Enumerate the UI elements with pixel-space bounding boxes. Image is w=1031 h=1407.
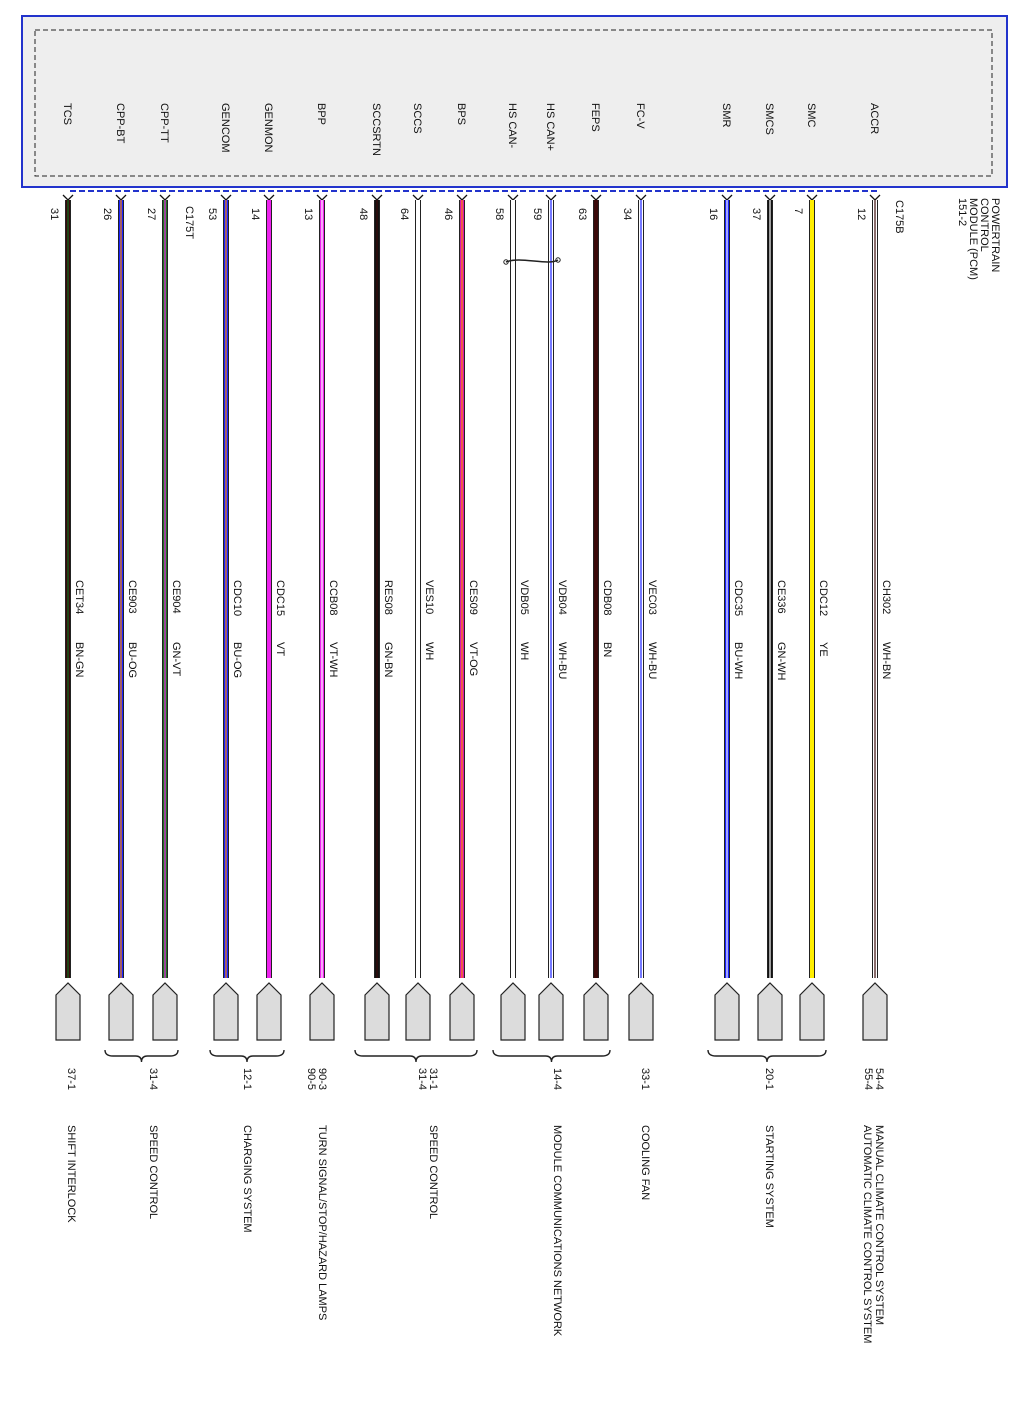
color-code-tcs: BN-GN [73,642,85,678]
wire-base-sccs [416,200,420,978]
system-ref-cooling-fan-7 [639,1068,651,1200]
pin-number-smr: 16 [707,208,719,221]
color-code-accr: WH-BN [880,642,892,680]
wire-base-smc [810,200,814,978]
circuit-label-bpp: CCB08 [327,580,339,616]
system-page-ref: 31-1 [427,1068,439,1091]
wire-stripe-cpp-tt [164,200,165,978]
system-name: SPEED CONTROL [427,1125,439,1220]
component-connector-gencom [214,983,238,1040]
system-name: COOLING FAN [639,1125,651,1201]
component-connector-smcs [758,983,782,1040]
color-code-feps: BN [601,642,613,658]
circuit-label-bps: CES09 [467,580,479,615]
component-connector-tcs [56,983,80,1040]
wire-stripe-bpp [321,200,322,978]
pin-number-tcs: 31 [48,208,60,221]
connector-label-c175b: C175B [893,200,905,234]
signal-label-smcs: SMCS [763,103,775,135]
pin-number-feps: 63 [576,208,588,221]
color-code-genmon: VT [274,642,286,657]
signal-label-feps: FEPS [589,103,601,132]
system-name: MODULE COMMUNICATIONS NETWORK [551,1125,563,1337]
component-connector-fc-v [629,983,653,1040]
system-name: CHARGING SYSTEM [241,1125,253,1233]
signal-label-smr: SMR [720,103,732,128]
system-page-ref: 20-1 [763,1068,775,1091]
system-page-ref: 55-4 [862,1068,874,1091]
wire-stripe-sccsrtn [376,200,377,978]
wire-stripe-smr [726,200,727,978]
wire-stripe-accr [874,200,875,978]
component-connector-hs-can [539,983,563,1040]
color-code-bps: VT-OG [467,642,479,677]
pin-number-hs-can: 59 [531,208,543,221]
color-code-sccs: WH [423,642,435,661]
component-connector-genmon [257,983,281,1040]
pin-number-cpp-tt: 27 [145,208,157,221]
pin-number-cpp-bt: 26 [101,208,113,221]
signal-label-gencom: GENCOM [219,103,231,153]
wire-stripe-smcs [769,200,770,978]
component-connector-accr [863,983,887,1040]
component-connector-sccs [406,983,430,1040]
signal-label-hs-can: HS CAN- [506,103,518,149]
circuit-label-genmon: CDC15 [274,580,286,617]
signal-label-genmon: GENMON [262,103,274,153]
color-code-hs-can: WH [518,642,530,661]
color-code-cpp-tt: GN-VT [170,642,182,677]
system-page-ref: 31-4 [147,1068,159,1091]
signal-label-cpp-tt: CPP-TT [158,103,170,143]
circuit-label-smcs: CE336 [775,580,787,614]
pin-number-sccs: 64 [398,208,410,221]
circuit-label-sccs: VES10 [423,580,435,615]
wire-stripe-fc-v [640,200,641,978]
system-name: SHIFT INTERLOCK [65,1125,77,1223]
pin-number-hs-can: 58 [493,208,505,221]
component-connector-sccsrtn [365,983,389,1040]
color-code-gencom: BU-OG [231,642,243,679]
system-page-ref: 37-1 [65,1068,77,1091]
system-page-ref: 33-1 [639,1068,651,1091]
system-page-ref: 54-4 [873,1068,885,1091]
pcm-module-box [22,16,1007,187]
component-connector-hs-can [501,983,525,1040]
circuit-label-fc-v: VEC03 [646,580,658,615]
color-code-smcs: GN-WH [775,642,787,681]
color-code-smc: YE [817,642,829,657]
pin-number-gencom: 53 [206,208,218,221]
circuit-label-sccsrtn: RES08 [382,580,394,615]
signal-label-tcs: TCS [61,103,73,125]
pin-number-genmon: 14 [249,208,261,221]
circuit-label-cpp-tt: CE904 [170,580,182,614]
system-page-ref: 90-5 [305,1068,317,1091]
signal-label-fc-v: FC-V [634,103,646,129]
wire-stripe-gencom [225,200,226,978]
signal-label-smc: SMC [805,103,817,128]
pin-number-sccsrtn: 48 [357,208,369,221]
component-connector-smr [715,983,739,1040]
signal-label-bps: BPS [455,103,467,126]
signal-label-cpp-bt: CPP-BT [114,103,126,144]
circuit-label-tcs: CET34 [73,580,85,615]
circuit-label-cpp-bt: CE903 [126,580,138,614]
pin-number-bps: 46 [442,208,454,221]
circuit-label-accr: CH302 [880,580,892,615]
color-code-hs-can: WH-BU [556,642,568,680]
wire-stripe-hs-can [550,200,551,978]
component-connector-feps [584,983,608,1040]
system-name: SPEED CONTROL [147,1125,159,1220]
signal-label-sccsrtn: SCCSRTN [370,103,382,156]
component-connector-bpp [310,983,334,1040]
wire-base-hs-can [511,200,515,978]
pin-number-accr: 12 [855,208,867,221]
circuit-label-hs-can: VDB05 [518,580,530,615]
wire-stripe-bps [461,200,462,978]
signal-label-accr: ACCR [868,103,880,135]
wire-base-genmon [267,200,271,978]
system-name: TURN SIGNAL/STOP/HAZARD LAMPS [316,1125,328,1321]
component-connector-smc [800,983,824,1040]
system-page-ref: 90-3 [316,1068,328,1091]
circuit-label-hs-can: VDB04 [556,580,568,615]
system-page-ref: 31-4 [416,1068,428,1091]
signal-label-hs-can: HS CAN+ [544,103,556,151]
system-name: STARTING SYSTEM [763,1125,775,1228]
system-page-ref: 12-1 [241,1068,253,1091]
color-code-sccsrtn: GN-BN [382,642,394,678]
component-connector-cpp-tt [153,983,177,1040]
module-title: POWERTRAIN CONTROL MODULE (PCM) 151-2 [956,198,1001,280]
connector-label-c175t: C175T [183,206,195,240]
wire-stripe-cpp-bt [120,200,121,978]
component-connector-cpp-bt [109,983,133,1040]
component-connector-bps [450,983,474,1040]
color-code-bpp: VT-WH [327,642,339,678]
system-name: AUTOMATIC CLIMATE CONTROL SYSTEM [861,1125,873,1344]
system-page-ref: 14-4 [551,1068,563,1091]
color-code-cpp-bt: BU-OG [126,642,138,679]
pin-number-fc-v: 34 [621,208,633,221]
pin-number-smcs: 37 [750,208,762,221]
circuit-label-feps: CDB08 [601,580,613,616]
signal-label-sccs: SCCS [411,103,423,134]
signal-label-bpp: BPP [315,103,327,126]
pin-number-bpp: 13 [302,208,314,221]
wire-stripe-tcs [67,200,68,978]
color-code-fc-v: WH-BU [646,642,658,680]
system-name: MANUAL CLIMATE CONTROL SYSTEM [873,1125,885,1326]
circuit-label-smc: CDC12 [817,580,829,617]
circuit-label-smr: CDC35 [732,580,744,617]
wire-base-feps [594,200,598,978]
pin-number-smc: 7 [792,208,804,215]
color-code-smr: BU-WH [732,642,744,680]
circuit-label-gencom: CDC10 [231,580,243,617]
